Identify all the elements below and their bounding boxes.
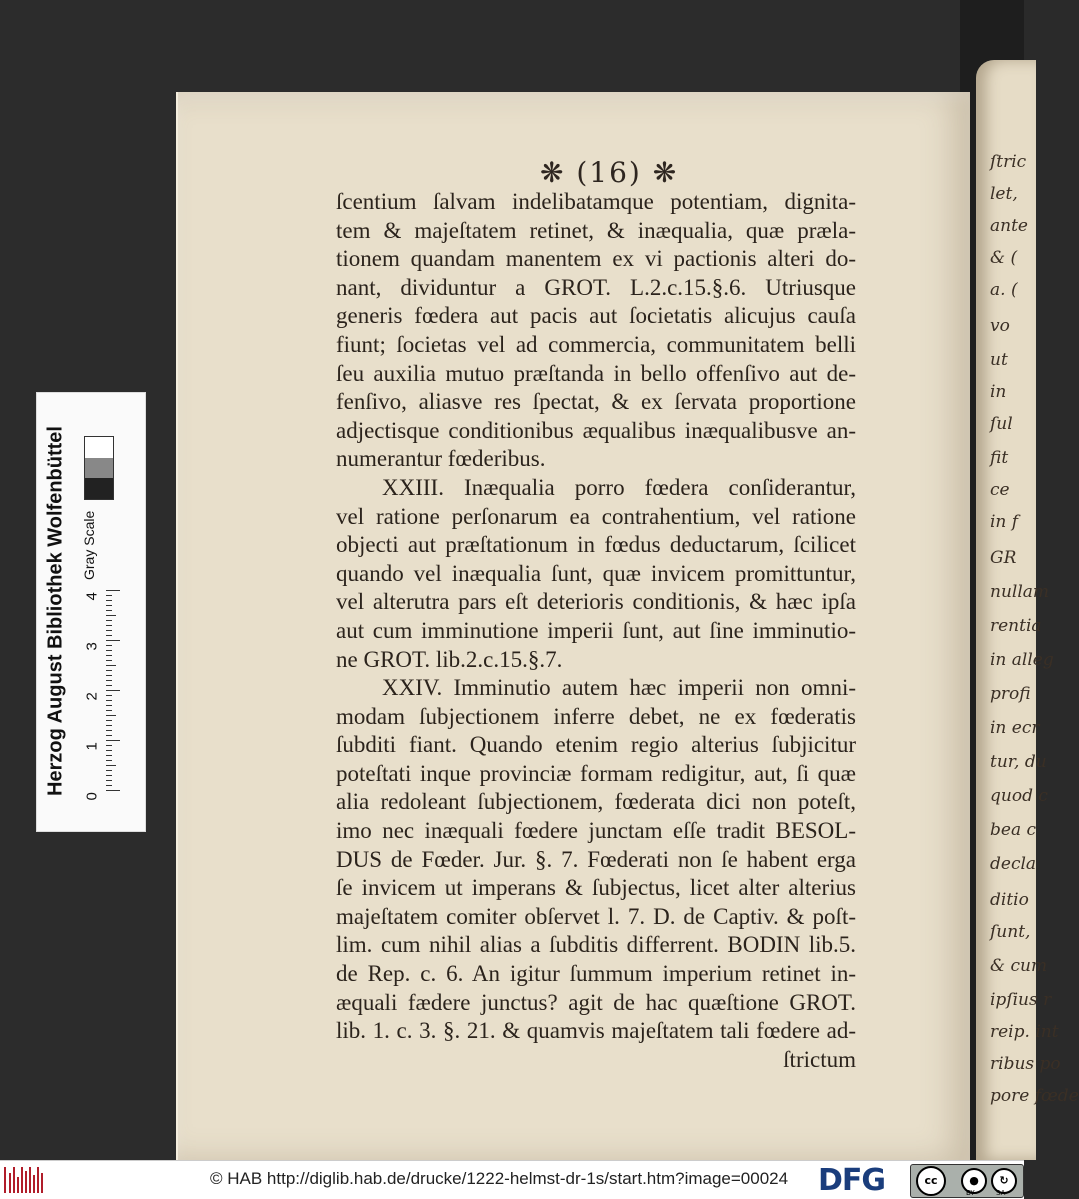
right-page-word: in ecr [990,718,1040,738]
right-page-word: pore fœde [990,1086,1079,1106]
logo-bar [25,1171,27,1193]
gray-swatches [84,436,114,500]
ruler-tick [106,655,112,656]
right-page-word: in [990,382,1007,402]
text-line: vel ratione perſonarum ea contrahentium, vel ratione [336,503,856,529]
ruler-tick [106,675,112,676]
ruler-tick [106,715,116,716]
text-line: numerantur fœderibus. [336,446,546,472]
text-line: alia redoleant ſubjectionem, fœderata dici non poteſt, [336,789,856,815]
ruler-tick [106,750,112,751]
ruler-tick [106,720,112,721]
right-page-word: profi [990,684,1031,704]
text-line: ſubditi fiant. Quando etenim regio alterius ſubjicitur [336,732,856,758]
text-line: adjectisque conditionibus æqualibus inæqualibusve an- [336,417,856,443]
share-alike-icon: ↻ [991,1168,1017,1194]
ruler-number: 3 [83,642,101,651]
logo-bar [33,1175,35,1193]
ruler-tick [106,650,112,651]
ruler-tick [106,680,112,681]
text-line: tionem quandam manentem ex vi pactionis alteri do- [336,246,856,272]
right-page-word: & ( [990,248,1018,268]
logo-bar [4,1167,6,1193]
centimeter-ruler [78,590,130,800]
text-line: ſcentium ſalvam indelibatamque potentiam, dignita- [336,189,856,214]
ruler-number: 1 [83,742,101,751]
ruler-tick [106,740,120,741]
ruler-tick [106,660,112,661]
ruler-number: 2 [83,692,101,701]
right-page-word: a. ( [990,280,1018,300]
right-page-word: decla [990,854,1037,874]
page-number: ❋ (16) ❋ [540,156,679,189]
right-page-word: bea c [990,820,1037,840]
ruler-tick [106,760,112,761]
cc-icon: cc [916,1166,946,1196]
by-label: BY [966,1189,975,1197]
text-line: lim. cum nihil alias a ſubditis differrent. BODIN lib.5. [336,932,856,958]
text-line: aut cum imminutione imperii ſunt, aut ſine imminutio- [336,617,856,643]
text-line: majeſtatem comiter obſervet l. 7. D. de Captiv. & poſt- [336,903,856,929]
text-line: fiunt; ſocietas vel ad commercia, communitatem belli [336,331,856,357]
footer-bar [0,1160,1024,1199]
ruler-tick [106,755,112,756]
ruler-tick [106,765,116,766]
cc-license-badge[interactable] [910,1164,1024,1198]
right-page-word: nullam [990,582,1050,602]
ruler-tick [106,590,120,591]
ruler-number: 0 [83,792,101,801]
right-page-word: ſunt, [990,922,1031,942]
logo-bar [41,1173,43,1193]
ruler-tick [106,775,112,776]
text-line: fenſivo, aliasve res ſpectat, & ex ſervata proportione [336,389,856,415]
ruler-tick [106,605,112,606]
ruler-tick [106,615,116,616]
right-page-word: quod c [990,786,1048,806]
page-text [336,188,856,1074]
text-line: generis fœdera aut pacis aut ſocietatis alicujus cauſa [336,303,856,329]
text-line: DUS de Fœder. Jur. §. 7. Fœderati non ſe habent erga [336,846,856,872]
ruler-tick [106,745,112,746]
text-line: ſtrictum [783,1046,856,1072]
logo-bar [13,1167,15,1193]
right-page-word: in f [990,512,1019,532]
ruler-tick [106,630,112,631]
ruler-tick [106,665,116,666]
ruler-tick [106,790,120,791]
right-page-word: rentia [990,616,1042,636]
right-page-word: ante [990,216,1028,236]
ruler-tick [106,595,112,596]
text-line: XXIV. Imminutio autem hæc imperii non omni- [382,675,856,701]
logo-bar [21,1167,23,1193]
ruler-tick [106,600,112,601]
text-line: quando vel inæqualia ſunt, quæ invicem promittuntur, [336,560,856,586]
right-page-word: ut [990,350,1008,370]
ruler-tick [106,610,112,611]
text-line: imo nec inæquali fœdere junctam eſſe tradit BESOL- [336,818,856,844]
right-page-word: vo [990,316,1010,336]
right-page-word: in alleg [990,650,1054,670]
copyright-link[interactable]: © HAB http://diglib.hab.de/drucke/1222-helmst-dr-1s/start.htm?image=00024 [210,1169,789,1188]
right-page-fragment [976,60,1079,1160]
right-page-word: fit [990,448,1009,468]
right-page-word: GR [990,548,1017,568]
person-icon: ● [961,1168,987,1194]
text-line: tem & majeſtatem retinet, & inæqualia, quæ præla- [336,217,856,243]
logo-bar [9,1173,11,1193]
ruler-tick [106,710,112,711]
text-line: objecti aut præſtationum in fœdus deductarum, ſcilicet [336,532,856,558]
ruler-tick [106,640,120,641]
ruler-tick [106,780,112,781]
swatch-white [85,437,113,458]
ruler-tick [106,620,112,621]
text-line: ne GROT. lib.2.c.15.§.7. [336,646,563,672]
right-page-word: let, [990,184,1018,204]
ruler-tick [106,730,112,731]
ruler-tick [106,625,112,626]
ruler-tick [106,705,112,706]
text-line: XXIII. Inæqualia porro fœdera conſiderantur, [382,474,856,500]
text-line: lib. 1. c. 3. §. 21. & quamvis majeſtatem tali fœdere ad- [336,1018,856,1044]
sa-label: SA [996,1189,1006,1197]
ruler-tick [106,695,112,696]
text-line: modam ſubjectionem inferre debet, ne ex fœderatis [336,703,856,729]
ruler-tick [106,635,112,636]
right-page-word: ditio [990,890,1029,910]
library-name: Herzog August Bibliothek Wolfenbüttel [44,426,67,796]
ruler-tick [106,670,112,671]
swatch-gray [85,458,113,479]
ruler-tick [106,685,112,686]
text-line: æquali fædere junctus? agit de hac quæſtione GROT. [336,989,856,1015]
ruler-tick [106,735,112,736]
ruler-tick [106,770,112,771]
swatch-black [85,478,113,499]
right-page-word: ce [990,480,1010,500]
ruler-tick [106,785,112,786]
text-line: poteſtati inque provinciæ formam redigitur, aut, ſi quæ [336,760,856,786]
text-line: ſeu auxilia mutuo præſtanda in bello offenſivo aut de- [336,360,856,386]
logo-bar [29,1167,31,1193]
text-line: nant, dividuntur a GROT. L.2.c.15.§.6. Utriusque [336,274,856,300]
text-line: de Rep. c. 6. An igitur ſummum imperium retinet in- [336,961,856,987]
right-page-word: ipſius r [990,990,1052,1010]
text-line: ſe invicem ut imperans & ſubjectus, licet alter alterius [336,875,856,901]
right-page-word: reip. int [990,1022,1059,1042]
logo-bar [17,1177,19,1193]
right-page-word: ribus po [990,1054,1061,1074]
right-page-word: tur, du [990,752,1047,772]
text-line: vel alterutra pars eſt deterioris conditionis, & hæc ipſa [336,589,856,615]
ruler-tick [106,700,112,701]
logo-bar [37,1167,39,1193]
right-page-word: & cum [990,956,1048,976]
gray-scale-label: Gray Scale [81,510,97,580]
ruler-tick [106,690,120,691]
right-page-word: ſul [990,414,1013,434]
ruler-tick [106,725,112,726]
hab-logo-icon [4,1167,46,1193]
ruler-number: 4 [83,592,101,601]
dfg-logo: DFG [818,1163,886,1198]
right-page-word: ſtric [990,152,1027,172]
ruler-tick [106,645,112,646]
